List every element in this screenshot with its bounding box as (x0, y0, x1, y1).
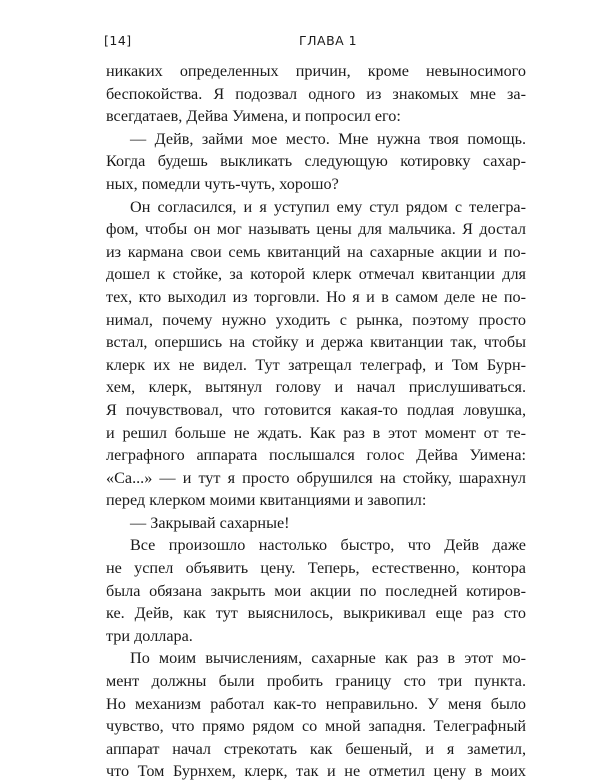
text-line: По моим вычислениям, сахарные как раз в этот мо- (130, 649, 526, 668)
text-line: из кармана свои семь квитанций на сахарные акции и по- (106, 242, 526, 261)
text-line: что Том Бурнхем, клерк, так и не отметил цену в моих (106, 762, 526, 781)
text-line: аппарат начал стрекотать как бешеный, и я заметил, (106, 739, 526, 758)
text-line: Он согласился, и я уступил ему стул рядом с телегра- (130, 197, 526, 216)
text-line: беспокойства. Я подозвал одного из знакомых мне за- (106, 84, 526, 103)
text-line: встал, опершись на стойку и держа квитанции так, чтобы (106, 333, 526, 352)
text-line: ных, помедли чуть-чуть, хорошо? (106, 174, 339, 193)
page-number: [14] (104, 33, 132, 48)
text-line: леграфного аппарата послышался голос Дейва Уимена: (106, 446, 526, 465)
text-line: Я почувствовал, что готовится какая-то подлая ловушка, (106, 400, 526, 419)
text-line: ке. Дейв, как тут выяснилось, выкрикивал еще раз сто (106, 604, 526, 623)
text-line: никаких определенных причин, кроме невыносимого (106, 62, 526, 80)
text-line: Когда будешь выкликать следующую котировку сахар- (106, 152, 526, 171)
body-text (106, 60, 526, 783)
text-line: была обязана закрыть мои акции по последней котиров- (106, 581, 526, 600)
text-line: нимал, почему нужно уходить с рынка, поэтому просто (106, 310, 526, 329)
page-header (104, 33, 524, 49)
text-line: тех, кто выходил из торговли. Но я и в самом деле не по- (106, 287, 526, 306)
text-line: клерк их не видел. Тут затрещал телеграф, и Том Бурн- (106, 355, 526, 374)
text-line: мент должны были пробить границу сто три пункта. (106, 672, 526, 691)
text-line: — Закрывай сахарные! (130, 513, 290, 532)
text-line: дошел к стойке, за которой клерк отмечал квитанции для (106, 265, 526, 284)
text-line: и решил больше не ждать. Как раз в этот момент от те- (106, 423, 526, 442)
text-line: Но механизм работал как-то неправильно. У меня было (106, 694, 526, 713)
text-line: перед клерком моими квитанциями и завопил: (106, 491, 427, 510)
text-line: не успел объявить цену. Теперь, естественно, контора (106, 559, 526, 578)
text-line: хем, клерк, вытянул голову и начал прислушиваться. (106, 378, 526, 397)
text-line: — Дейв, займи мое место. Мне нужна твоя помощь. (130, 129, 526, 148)
text-line: фом, чтобы он мог называть цены для мальчика. Я достал (106, 220, 526, 239)
chapter-title: ГЛАВА 1 (299, 33, 358, 48)
text-line: чувство, что прямо рядом со мной западня. Телеграфный (106, 717, 526, 736)
text-line: три доллара. (106, 626, 193, 645)
text-line: всегдатаев, Дейва Уимена, и попросил его: (106, 107, 401, 126)
text-line: Все произошло настолько быстро, что Дейв даже (130, 536, 526, 555)
text-line: «Са...» — и тут я просто обрушился на стойку, шарахнул (106, 468, 526, 487)
